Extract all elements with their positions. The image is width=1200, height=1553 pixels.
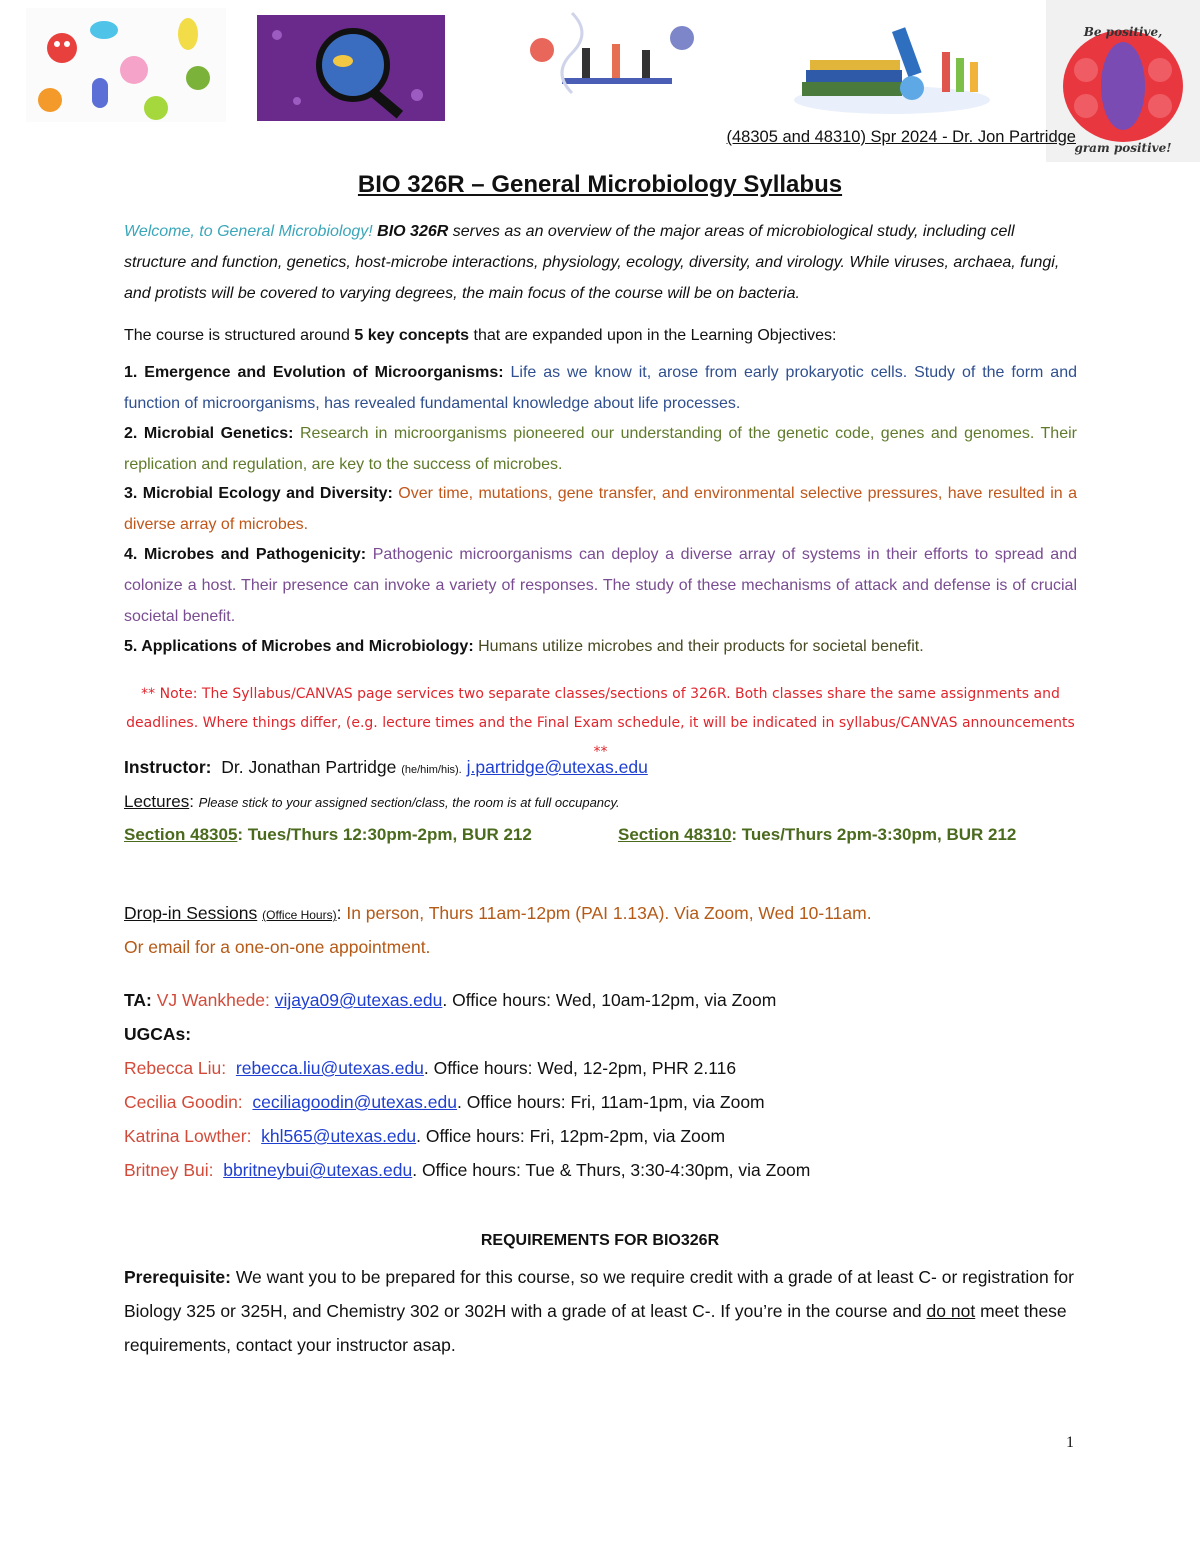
structure-bold: 5 key concepts — [354, 327, 470, 344]
dropin-label: Drop-in Sessions — [124, 903, 258, 923]
section-48310-name: Section 48310 — [618, 825, 732, 844]
concept-2-label: 2. Microbial Genetics: — [124, 425, 294, 442]
page-number: 1 — [1066, 1434, 1074, 1451]
intro-body: serves as an overview of the major areas of microbiological study, including cell structure and function, genetics, host-microbe interactions, physiology, ecology, diversity, and virology. While viruses, archaea, fungi, and protists will be covered to varying degrees, the main focus of the course will be on bacteria. — [124, 223, 1060, 302]
intro-welcome: Welcome, to General Microbiology! — [124, 223, 373, 240]
syllabus-note: ** Note: The Syllabus/CANVAS page services two separate classes/sections of 326R. Both classes share the same assignments and deadlines. Where things differ, (e.g. lecture times and the Final Exam schedule, it will be indicated in syllabus/CANVAS announcements ** — [126, 686, 1075, 760]
structure-sentence — [124, 320, 1077, 351]
instructor-label: Instructor: — [124, 757, 212, 777]
prerequisite-text: We want you to be prepared for this course, so we require credit with a grade of at least C- or registration for Biology 325 or 325H, and Chemistry 302 or 302H with a grade of at least C-. If you’re in the course and — [124, 1267, 1074, 1321]
concept-3-text: Over time, mutations, gene transfer, and environmental selective pressures, have resulted in a diverse array of microbes. — [124, 485, 1077, 533]
instructor-email-link[interactable]: j.partridge@utexas.edu — [466, 757, 648, 777]
biology-books-image — [792, 12, 992, 118]
dropin-small: (Office Hours) — [262, 908, 337, 922]
ugca-email-link[interactable]: ceciliagoodin@utexas.edu — [252, 1092, 457, 1112]
concept-5-text: Humans utilize microbes and their products for societal benefit. — [478, 638, 924, 655]
section-48305-name: Section 48305 — [124, 825, 238, 844]
lectures-note: Please stick to your assigned section/class, the room is at full occupancy. — [198, 795, 620, 810]
ugca-name: Rebecca Liu: — [124, 1058, 227, 1078]
lab-scientists-image — [512, 8, 712, 108]
ugca-name: Britney Bui: — [124, 1160, 214, 1180]
concept-2 — [124, 418, 1077, 480]
concept-4 — [124, 539, 1077, 632]
concept-1-label: 1. Emergence and Evolution of Microorganisms: — [124, 364, 504, 381]
concept-1-text: Life as we know it, arose from early prokaryotic cells. Study of the form and function of microorganisms, has revealed fundamental knowledge about life processes. — [124, 364, 1078, 412]
ta-name: VJ Wankhede: — [156, 990, 270, 1010]
prerequisite-label: Prerequisite: — [124, 1267, 231, 1287]
course-header-line: (48305 and 48310) Spr 2024 - Dr. Jon Partridge — [726, 128, 1076, 146]
structure-suffix: that are expanded upon in the Learning Objectives: — [473, 327, 837, 344]
concept-3 — [124, 478, 1077, 540]
intro-course-code: BIO 326R — [377, 223, 449, 240]
lectures-label: Lectures — [124, 792, 190, 811]
intro-paragraph — [124, 216, 1077, 309]
ugca-row — [124, 1092, 765, 1113]
concept-5-label: 5. Applications of Microbes and Microbiology: — [124, 638, 474, 655]
prerequisite-underlined: do not — [926, 1301, 976, 1321]
prerequisite-paragraph — [124, 1260, 1077, 1362]
lectures-line: Lectures: Please stick to your assigned section/class, the room is at full occupancy. — [124, 792, 620, 811]
concept-3-label: 3. Microbial Ecology and Diversity: — [124, 485, 393, 502]
instructor-pronouns: (he/him/his). — [401, 764, 462, 776]
dropin-text: In person, Thurs 11am-12pm (PAI 1.13A). Via Zoom, Wed 10-11am. — [346, 903, 872, 923]
ugcas-label: UGCAs: — [124, 1024, 192, 1044]
dropin-line-2: Or email for a one-on-one appointment. — [124, 937, 431, 957]
ugca-name: Katrina Lowther: — [124, 1126, 252, 1146]
prerequisite-text-end: meet these requirements, contact your instructor asap. — [124, 1301, 1067, 1355]
structure-prefix: The course is structured around — [124, 327, 350, 344]
concept-5 — [124, 631, 1077, 662]
instructor-line — [124, 757, 648, 778]
ugca-row — [124, 1058, 736, 1079]
ta-label: TA: — [124, 990, 152, 1010]
instructor-name: Dr. Jonathan Partridge — [221, 757, 397, 777]
sticker-line1: Be positive, — [1083, 25, 1163, 39]
bacteria-cartoon-image — [26, 8, 226, 122]
ugcas-heading — [124, 1024, 191, 1045]
dropin-line: Drop-in Sessions (Office Hours): In person, Thurs 11am-12pm (PAI 1.13A). Via Zoom, Wed 10-11am. — [124, 903, 872, 923]
concept-4-label: 4. Microbes and Pathogenicity: — [124, 546, 367, 563]
ugca-hours: . Office hours: Wed, 12-2pm, PHR 2.116 — [423, 1058, 737, 1078]
concept-1 — [124, 357, 1077, 419]
concept-2-text: Research in microorganisms pioneered our understanding of the genetic code, genes and genomes. Their replication and regulation, are key to the success of microbes. — [124, 425, 1077, 473]
sticker-line2: gram positive! — [1074, 141, 1172, 155]
requirements-heading: REQUIREMENTS FOR BIO326R — [480, 1232, 720, 1249]
section-48310-time: : Tues/Thurs 2pm-3:30pm, BUR 212 — [731, 825, 1017, 844]
section-48305-time: : Tues/Thurs 12:30pm-2pm, BUR 212 — [237, 825, 532, 844]
ugca-hours: . Office hours: Fri, 11am-1pm, via Zoom — [456, 1092, 765, 1112]
ugca-email-link[interactable]: bbritneybui@utexas.edu — [223, 1160, 413, 1180]
ugca-hours: . Office hours: Tue & Thurs, 3:30-4:30pm, via Zoom — [412, 1160, 811, 1180]
section-48305 — [124, 825, 532, 845]
section-48310 — [618, 825, 1016, 845]
page-title: BIO 326R – General Microbiology Syllabus — [357, 171, 843, 198]
ta-email-link[interactable]: vijaya09@utexas.edu — [274, 990, 443, 1010]
ugca-row — [124, 1126, 725, 1147]
ta-hours: . Office hours: Wed, 10am-12pm, via Zoom — [442, 990, 777, 1010]
ugca-row — [124, 1160, 810, 1181]
ugca-email-link[interactable]: rebecca.liu@utexas.edu — [235, 1058, 424, 1078]
ta-line — [124, 990, 776, 1011]
ugca-name: Cecilia Goodin: — [124, 1092, 243, 1112]
concept-4-text: Pathogenic microorganisms can deploy a diverse array of systems in their efforts to spread and colonize a host. Their presence can invoke a variety of responses. The study of these mechanisms of attack and defense is of crucial societal benefit. — [124, 546, 1077, 625]
ugca-email-link[interactable]: khl565@utexas.edu — [261, 1126, 417, 1146]
ugca-hours: . Office hours: Fri, 12pm-2pm, via Zoom — [416, 1126, 726, 1146]
magnifier-image — [257, 15, 445, 121]
